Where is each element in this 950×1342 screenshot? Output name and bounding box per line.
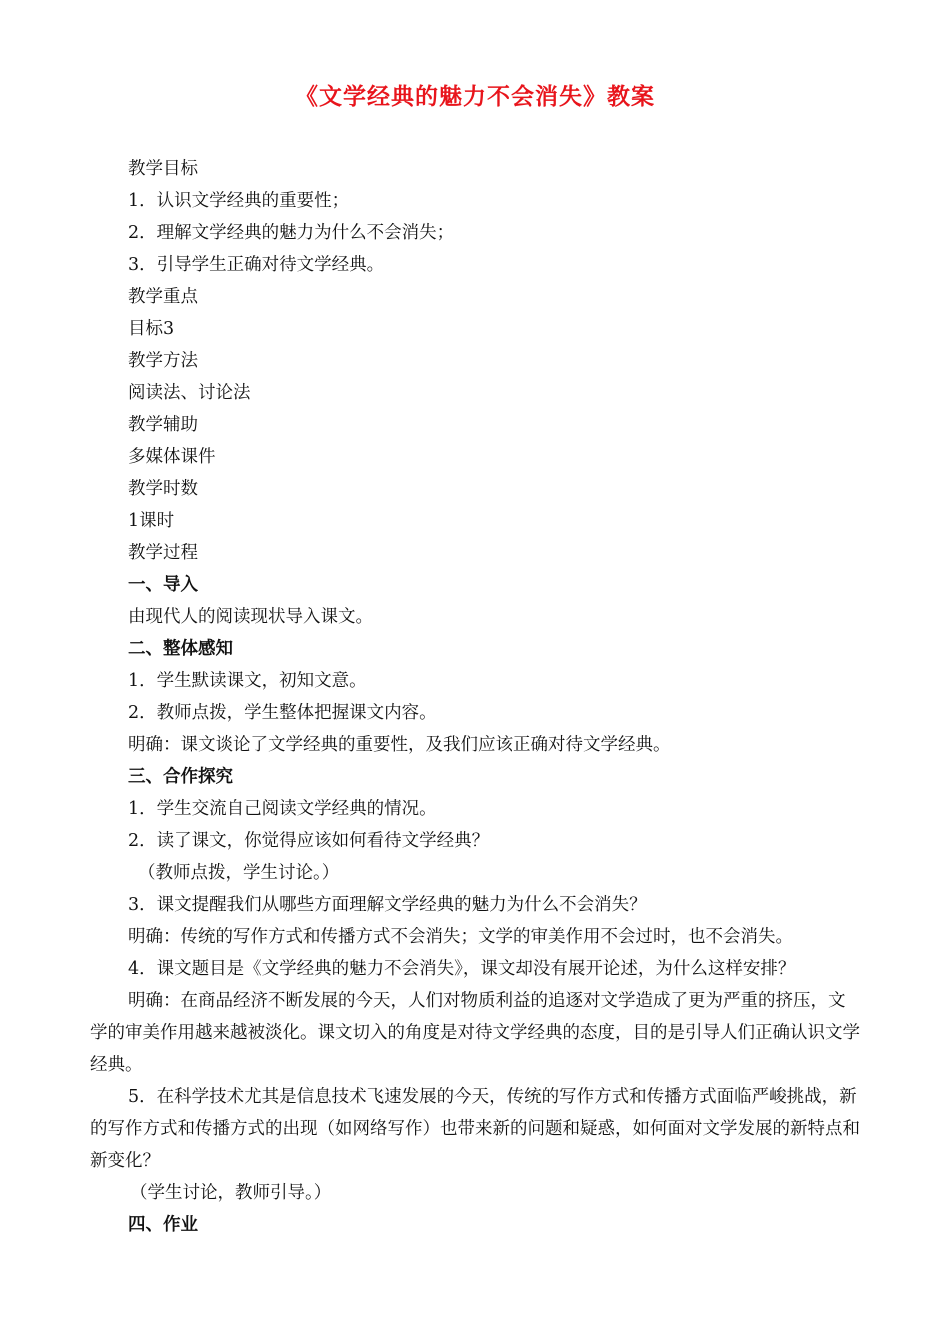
perception-clarification: 明确：课文谈论了文学经典的重要性，及我们应该正确对待文学经典。 [128,735,671,755]
objective-3: 3．引导学生正确对待文学经典。 [128,255,385,275]
heading-cooperative-inquiry: 三、合作探究 [128,767,233,787]
inquiry-item-5: 5．在科学技术尤其是信息技术飞速发展的今天，传统的写作方式和传播方式面临严峻挑战，新的写作方式和传播方式的出现（如网络写作）也带来新的问题和疑惑，如何面对文学发展的新特点和新变化？ [90,1087,860,1171]
perception-item-2: 2．教师点拨，学生整体把握课文内容。 [128,703,437,723]
objective-1: 1．认识文学经典的重要性； [128,191,350,211]
section-heading-hours: 教学时数 [128,479,198,499]
inquiry-note: （教师点拨，学生讨论。） [138,863,340,883]
section-heading-key-point: 教学重点 [128,287,198,307]
hours-text: 1课时 [128,511,175,531]
key-point-text: 目标3 [128,319,175,339]
inquiry-item-2: 2．读了课文，你觉得应该如何看待文学经典？ [128,831,490,851]
perception-item-1: 1．学生默读课文，初知文意。 [128,671,367,691]
section-heading-process: 教学过程 [128,543,198,563]
aids-text: 多媒体课件 [128,447,216,467]
section-heading-aids: 教学辅助 [128,415,198,435]
inquiry-clarification-3: 明确：传统的写作方式和传播方式不会消失；文学的审美作用不会过时，也不会消失。 [128,927,793,947]
intro-text: 由现代人的阅读现状导入课文。 [128,607,373,627]
heading-overall-perception: 二、整体感知 [128,639,233,659]
heading-homework: 四、作业 [128,1215,198,1235]
section-heading-objectives: 教学目标 [128,159,198,179]
section-heading-method: 教学方法 [128,351,198,371]
inquiry-item-1: 1．学生交流自己阅读文学经典的情况。 [128,799,437,819]
method-text: 阅读法、讨论法 [128,383,251,403]
document-title: 《文学经典的魅力不会消失》教案 [295,84,655,110]
discussion-note: （学生讨论，教师引导。） [130,1183,332,1203]
inquiry-item-4: 4．课文题目是《文学经典的魅力不会消失》，课文却没有展开论述，为什么这样安排？ [128,959,796,979]
heading-intro: 一、导入 [128,575,198,595]
objective-2: 2．理解文学经典的魅力为什么不会消失； [128,223,455,243]
inquiry-item-3: 3．课文提醒我们从哪些方面理解文学经典的魅力为什么不会消失？ [128,895,647,915]
inquiry-clarification-4: 明确：在商品经济不断发展的今天，人们对物质利益的追逐对文学造成了更为严重的挤压，文学的审美作用越来越被淡化。课文切入的角度是对待文学经典的态度，目的是引导人们正确认识文学经典。 [90,991,860,1075]
